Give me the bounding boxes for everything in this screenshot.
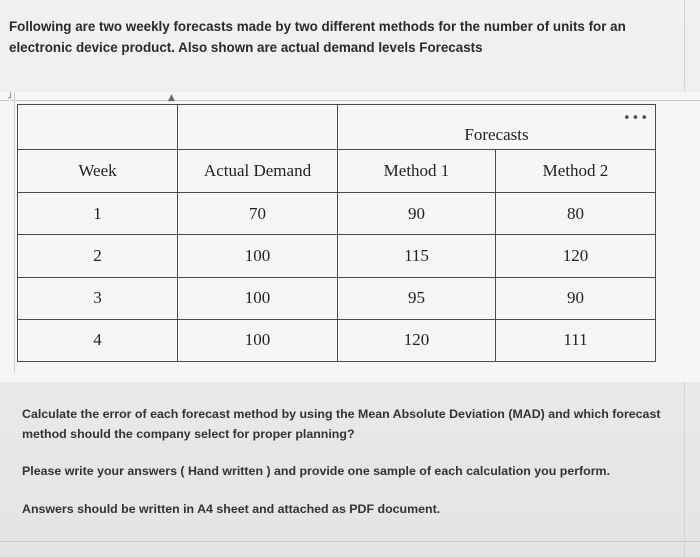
- more-options-icon[interactable]: •••: [622, 111, 649, 126]
- forecasts-group-header: [338, 105, 656, 150]
- actual-demand-cell: 100: [178, 277, 338, 319]
- ghost-border: [0, 100, 700, 101]
- column-header-method-2: Method 2: [496, 150, 656, 193]
- actual-demand-cell: 70: [178, 193, 338, 235]
- forecast-grid: [17, 104, 656, 362]
- method-1-cell: 90: [338, 193, 496, 235]
- intro-paragraph: Following are two weekly forecasts made by two different methods for the number of units for an electronic device product. Also shown are actual demand levels Forecasts: [9, 19, 626, 55]
- bottom-divider: [0, 541, 700, 542]
- method-1-cell: 95: [338, 277, 496, 319]
- table-cell: [18, 105, 178, 150]
- forecast-table: [17, 104, 655, 362]
- column-header-actual-demand: Actual Demand: [178, 150, 338, 193]
- table-row: [18, 277, 656, 319]
- ghost-border: [14, 92, 15, 372]
- method-2-cell: 90: [496, 277, 656, 319]
- method-1-cell: 120: [338, 319, 496, 361]
- column-header-week: Week: [18, 150, 178, 193]
- table-row: [18, 235, 656, 277]
- forecasts-label: Forecasts: [464, 125, 529, 145]
- instruction-text: Please write your answers ( Hand written ) and provide one sample of each calculation you perform.: [22, 464, 611, 478]
- week-cell: 2: [18, 235, 178, 277]
- actual-demand-cell: 100: [178, 319, 338, 361]
- question-text: Calculate the error of each forecast method by using the Mean Absolute Deviation (MAD) and which forecast method should the company select for proper planning?: [22, 407, 661, 441]
- column-header-method-1: Method 1: [338, 150, 496, 193]
- week-cell: 4: [18, 319, 178, 361]
- table-row: [18, 319, 656, 361]
- method-2-cell: 120: [496, 235, 656, 277]
- table-row: [18, 193, 656, 235]
- method-2-cell: 80: [496, 193, 656, 235]
- actual-demand-cell: 100: [178, 235, 338, 277]
- corner-marker: ▲: [168, 93, 175, 103]
- table-cell: [178, 105, 338, 150]
- corner-marker: ┘: [8, 94, 14, 104]
- week-cell: 1: [18, 193, 178, 235]
- table-header-row: [18, 150, 656, 193]
- submission-note: Answers should be written in A4 sheet and attached as PDF document.: [22, 502, 441, 516]
- method-1-cell: 115: [338, 235, 496, 277]
- method-2-cell: 111: [496, 319, 656, 361]
- table-group-header-row: [18, 105, 656, 150]
- week-cell: 3: [18, 277, 178, 319]
